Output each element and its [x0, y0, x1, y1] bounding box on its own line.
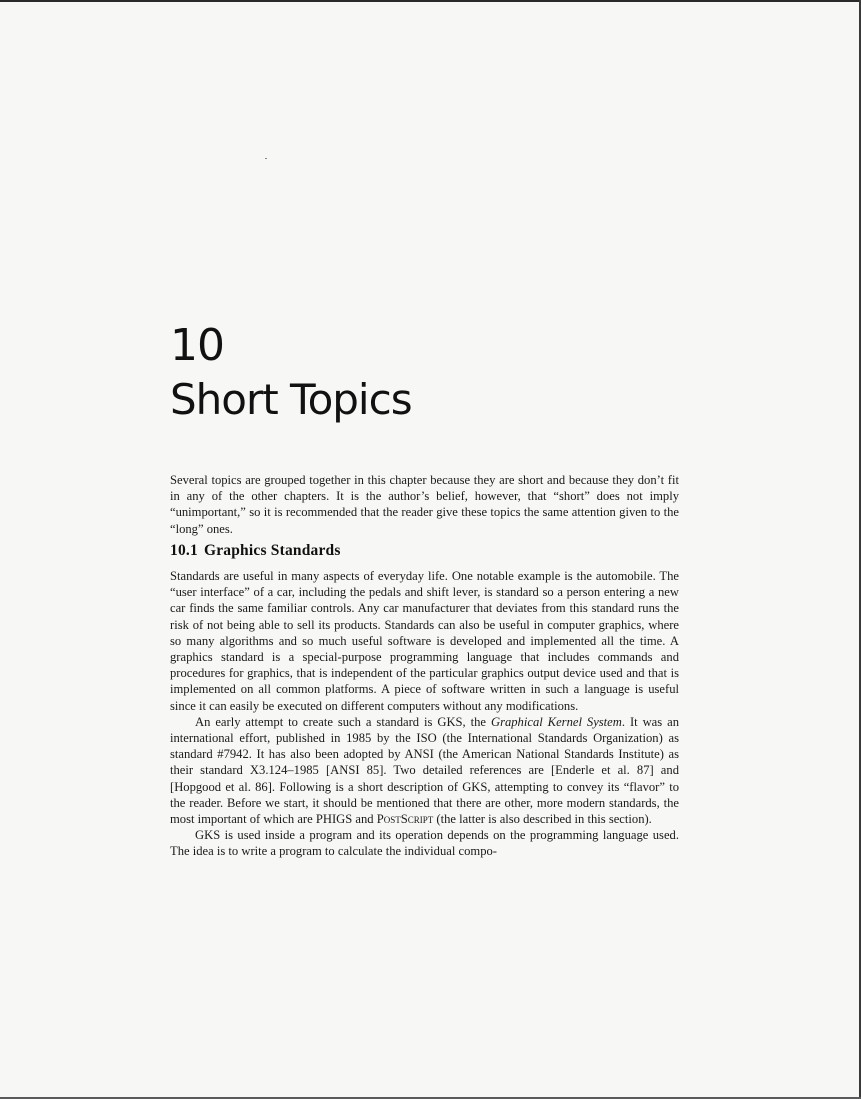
intro-paragraph: Several topics are grouped together in this chapter because they are short and because they don’t fit in any of the other chapters. It is the author’s belief, however, that “short” does not imply “unimportant,” so it is recommended that the reader give these topics the same attention given to the “long” ones. — [170, 473, 679, 536]
chapter-title: Short Topics — [170, 375, 412, 424]
postscript-term: PostScript — [376, 812, 434, 827]
section-body — [170, 568, 679, 860]
section-number: 10.1 — [170, 542, 198, 559]
chapter-intro — [170, 472, 679, 537]
paragraph-2-end: (the latter is also described in this section). — [433, 812, 652, 827]
paragraph-2-start: An early attempt to create such a standard is GKS, the — [195, 714, 491, 729]
paragraph-1: Standards are useful in many aspects of everyday life. One notable example is the automobile. The “user interface” of a car, including the pedals and shift lever, is standard so a person entering a new car finds the same familiar controls. Any car manufacturer that deviates from this standard runs the risk of not being able to sell its products. Standards can also be useful in computer graphics, where so many algorithms and so much useful software is developed and implemented all the time. A graphics standard is a special-purpose programming language that includes commands and procedures for graphics, that is independent of the particular graphics output device used and that is implemented on all common platforms. A piece of software written in such a language is useful since it can easily be executed on different computers without any modifications. — [170, 569, 679, 713]
paragraph-2-middle: . It was an international effort, published in 1985 by the ISO (the International Standards Organization) as standard #7942. It has also been adopted by ANSI (the American National Standards Institute) as their standard X3.124–1985 [ANSI 85]. Two detailed references are [Enderle et al. 87] and [Hopgood et al. 86]. Following is a short description of GKS, attempting to convey its “flavor” to the reader. Before we start, it should be mentioned that there are other, more modern standards, the most important of which are PHIGS and — [170, 714, 680, 827]
scan-edge-top — [0, 0, 861, 2]
scan-speck — [265, 158, 267, 159]
chapter-number: 10 — [170, 320, 224, 371]
paragraph-2 — [170, 714, 679, 827]
section-title: Graphics Standards — [203, 542, 341, 559]
paragraph-3: GKS is used inside a program and its operation depends on the programming language used. The idea is to write a program to calculate the individual compo- — [170, 828, 679, 859]
section-heading — [170, 542, 341, 560]
gks-full-name: Graphical Kernel System — [490, 714, 622, 729]
